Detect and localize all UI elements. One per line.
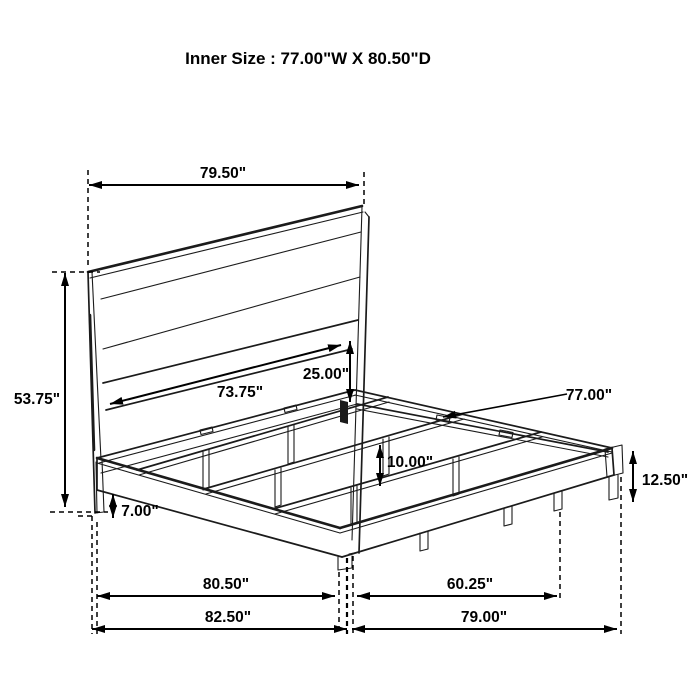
rail-bracket	[340, 400, 348, 424]
dim-label-headboard-height: 53.75"	[13, 391, 61, 408]
dim-overall-depth	[92, 609, 347, 629]
dim-underbed-clearance	[113, 494, 159, 520]
dim-slat-support-height	[380, 445, 433, 486]
dim-label-panel-to-rail-height: 25.00"	[302, 366, 350, 383]
page-title: Inner Size : 77.00"W X 80.50"D	[185, 49, 431, 68]
bed-frame-drawing	[88, 206, 623, 570]
dim-headboard-width	[89, 165, 359, 185]
dim-frame-depth	[352, 609, 617, 629]
slat-support-rails	[137, 397, 542, 525]
dim-label-overall-depth: 82.50"	[204, 609, 252, 626]
dim-label-inner-depth: 80.50"	[202, 576, 250, 593]
dim-label-slat-support-height: 10.00"	[386, 454, 434, 471]
dim-label-underbed-clearance: 7.00"	[121, 503, 159, 520]
dim-label-headboard-width: 79.50"	[199, 165, 247, 182]
dim-foot-end-height	[633, 451, 688, 502]
dim-label-frame-depth: 79.00"	[460, 609, 508, 626]
dim-inner-depth	[97, 576, 335, 596]
dim-rail-to-foot-depth	[357, 576, 557, 596]
dim-center-rail-length	[443, 387, 612, 417]
dim-label-center-rail-length: 77.00"	[565, 387, 613, 404]
dim-headboard-height	[14, 273, 65, 507]
dim-label-rail-to-foot-depth: 60.25"	[446, 576, 494, 593]
dim-label-foot-end-height: 12.50"	[641, 472, 689, 489]
dim-label-headboard-panel-width: 73.75"	[216, 384, 264, 401]
